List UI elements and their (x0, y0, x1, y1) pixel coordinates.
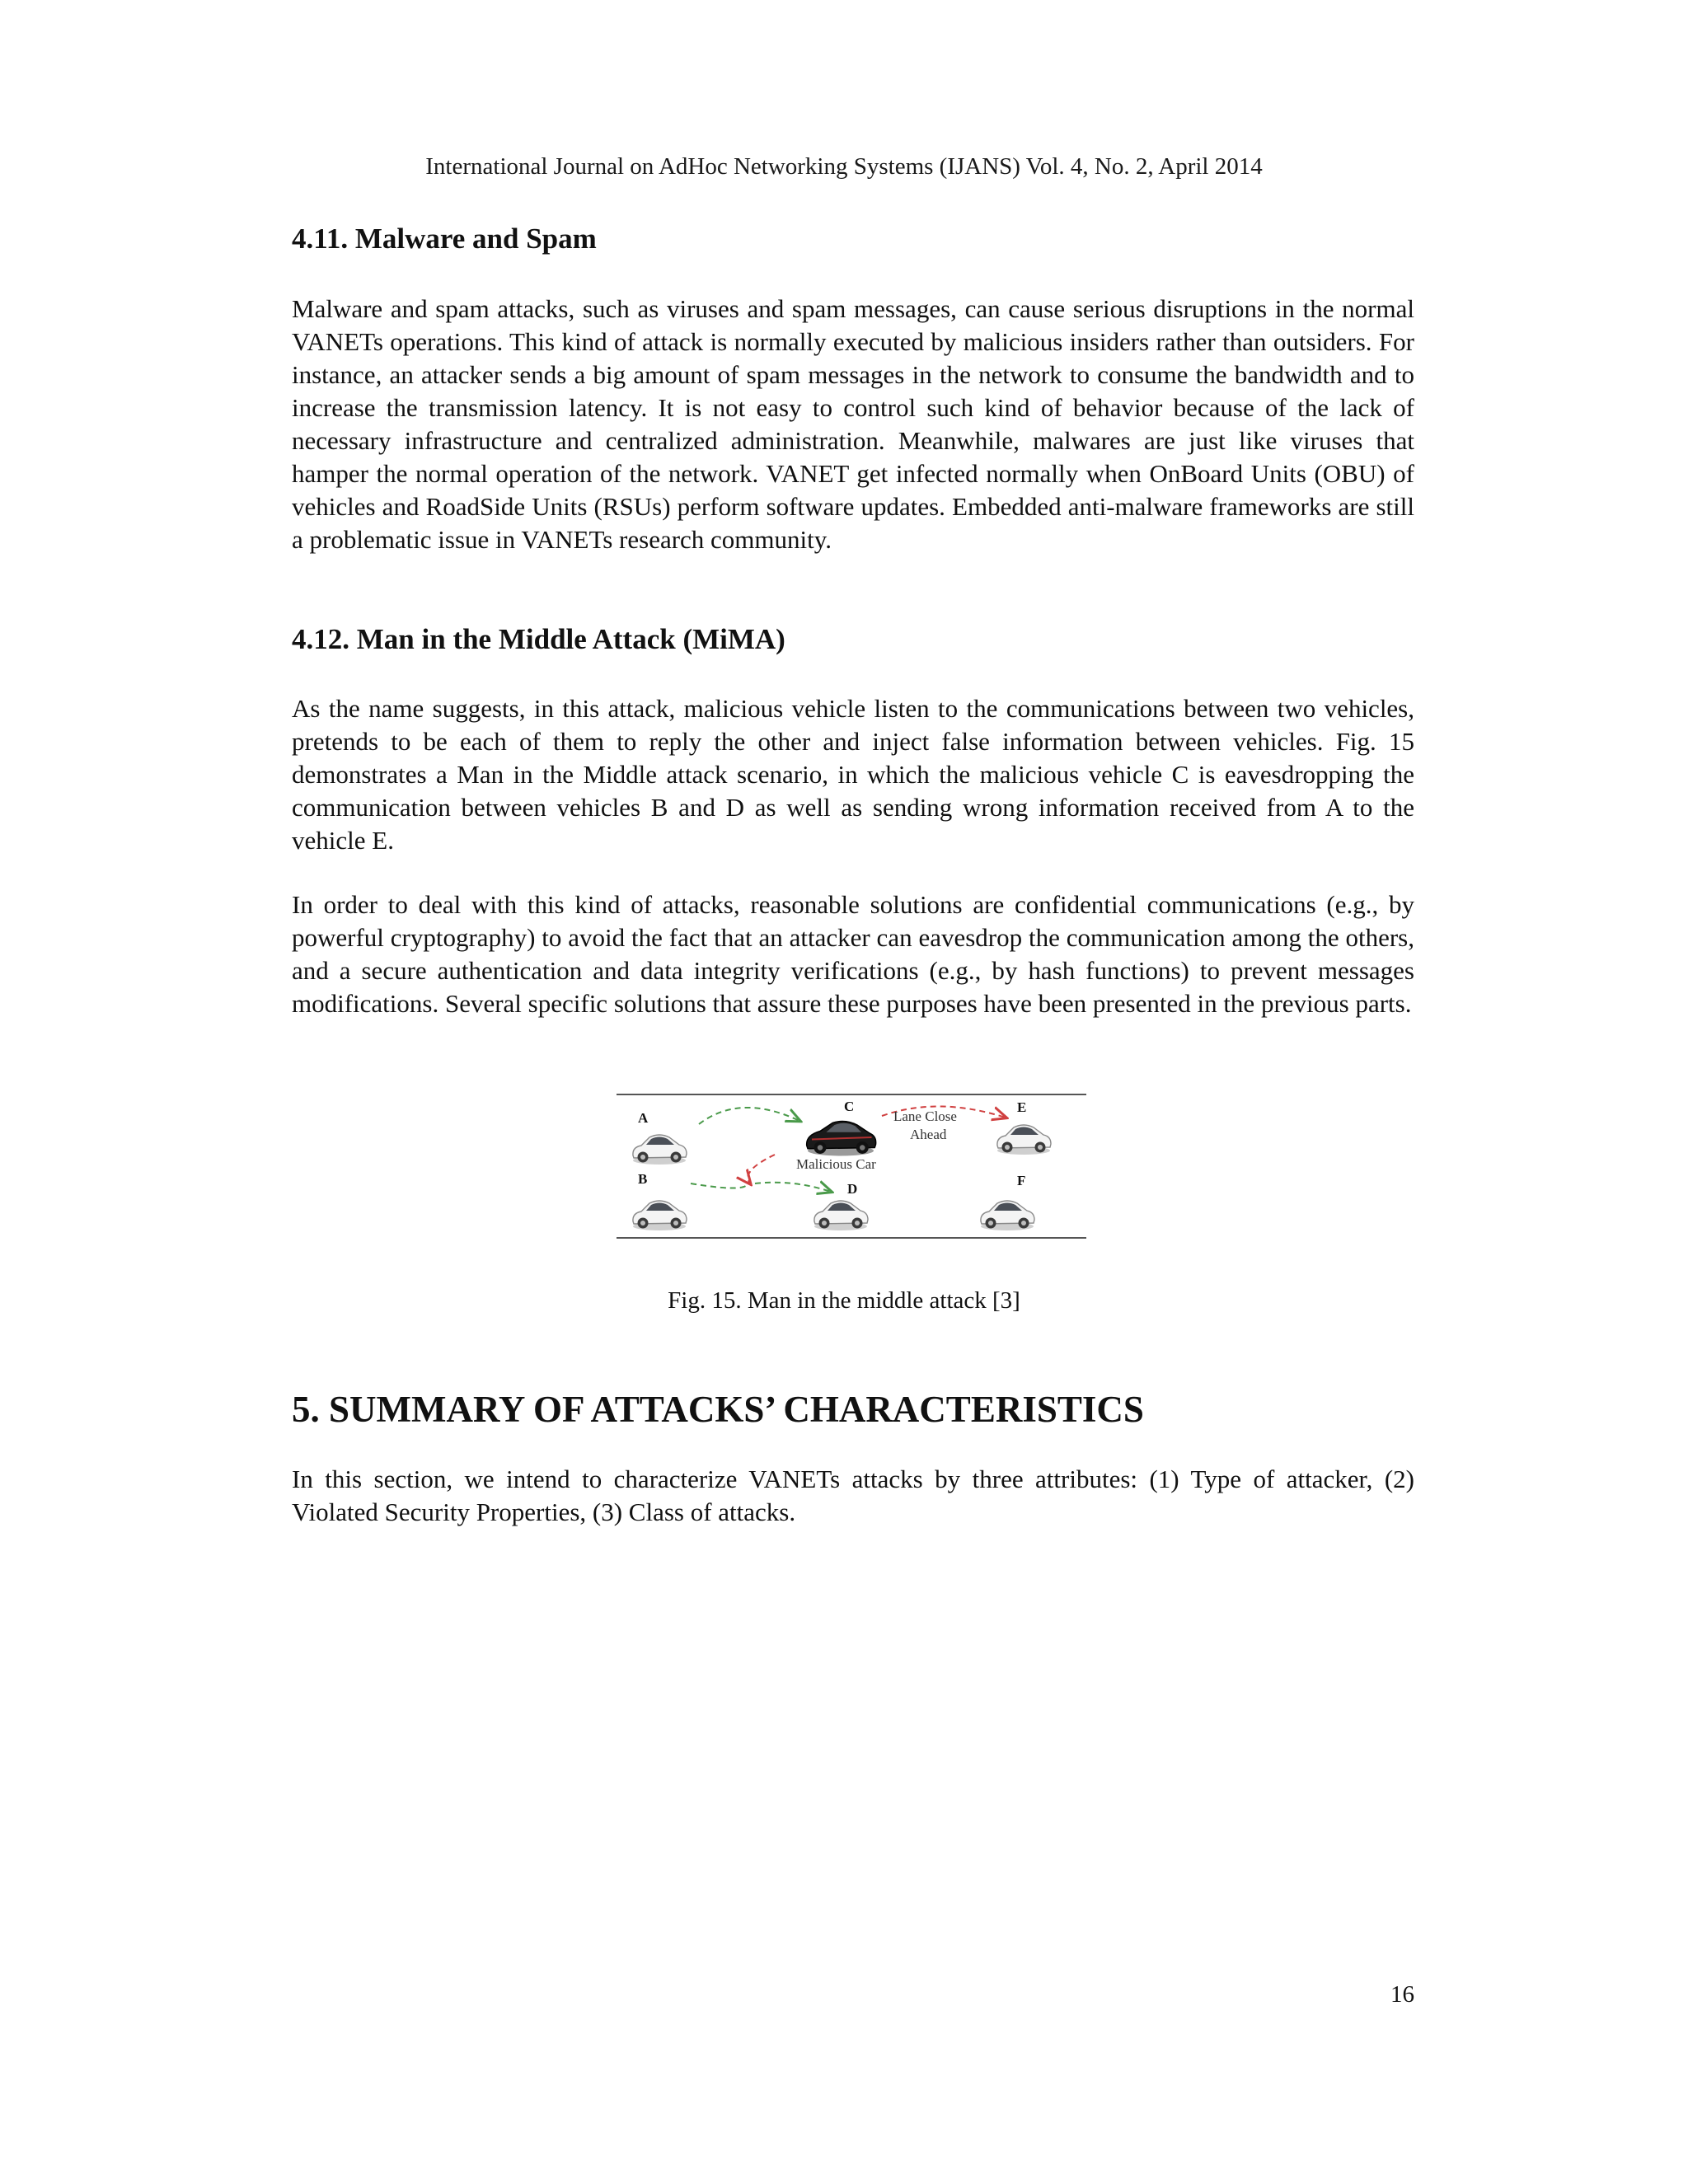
section-5-paragraph: In this section, we intend to characterize VANETs attacks by three attributes: (1) Type of attacker, (2) Violated Security Properties, (3) Class of attacks. (292, 1465, 1414, 1526)
car-b-icon (633, 1201, 687, 1230)
car-a-icon (633, 1135, 687, 1165)
car-d-icon (814, 1201, 868, 1230)
car-f-icon (981, 1201, 1034, 1230)
vehicle-label-a: A (638, 1110, 649, 1126)
vehicle-label-e: E (1017, 1099, 1027, 1115)
vehicle-label-c: C (844, 1099, 855, 1114)
section-heading-5: 5. SUMMARY OF ATTACKS’ CHARACTERISTICS (292, 1389, 1144, 1430)
ahead-text: Ahead (910, 1127, 947, 1142)
figure-15-diagram (617, 1093, 1086, 1241)
figure-15-caption: Fig. 15. Man in the middle attack [3] (668, 1287, 1020, 1314)
vehicle-label-f: F (1017, 1173, 1026, 1188)
section-4-12-paragraph-1: As the name suggests, in this attack, malicious vehicle listen to the communications between two vehicles, pretends to be each of them to reply the other and inject false information between vehicles. Fig. 15 demonstrates a Man in the Middle attack scenario, in which the malicious vehicle C is eavesdropping the communication between vehicles B and D as well as sending wrong information received from A to the vehicle E. (292, 694, 1414, 855)
section-heading-4-11: 4.11. Malware and Spam (292, 223, 597, 255)
malicious-car-label: Malicious Car (796, 1156, 876, 1172)
section-4-12-paragraph-2: In order to deal with this kind of attacks, reasonable solutions are confidential communications (e.g., by powerful cryptography) to avoid the fact that an attacker can eavesdrop the communication among the others, and a secure authentication and data integrity verifications (e.g., by hash functions) to prevent messages modifications. Several specific solutions that assure these purposes have been presented in the previous parts. (292, 890, 1414, 1018)
car-e-icon (997, 1125, 1051, 1155)
page-number: 16 (1390, 1981, 1414, 2008)
section-4-11-paragraph: Malware and spam attacks, such as viruses and spam messages, can cause serious disruptions in the normal VANETs operations. This kind of attack is normally executed by malicious insiders rather than outsiders. For instance, an attacker sends a big amount of spam messages in the network to consume the bandwidth and to increase the transmission latency. It is not easy to control such kind of behavior because of the lack of necessary infrastructure and centralized administration. Meanwhile, malwares are just like viruses that hamper the normal operation of the network. VANET get infected normally when OnBoard Units (OBU) of vehicles and RoadSide Units (RSUs) perform software updates. Embedded anti-malware frameworks are still a problematic issue in VANETs research community. (292, 294, 1414, 554)
malicious-car-icon (807, 1122, 876, 1156)
vehicle-label-d: D (847, 1181, 858, 1197)
lane-close-text: Lane Close (893, 1108, 957, 1124)
mima-scene (617, 1093, 1086, 1241)
arrow-c-to-b (748, 1155, 775, 1183)
running-header: International Journal on AdHoc Networking Systems (IJANS) Vol. 4, No. 2, April 2014 (425, 153, 1263, 180)
arrow-b-to-d (691, 1183, 831, 1192)
section-heading-4-12: 4.12. Man in the Middle Attack (MiMA) (292, 623, 785, 655)
arrow-a-to-c (699, 1108, 799, 1124)
vehicle-label-b: B (638, 1171, 648, 1187)
